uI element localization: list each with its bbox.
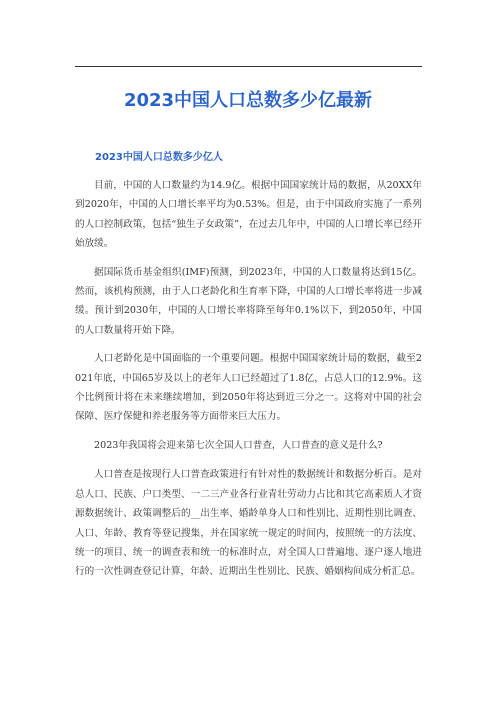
paragraph-census-question: 2023年我国将会迎来第七次全国人口普查，人口普查的意义是什么? [94, 439, 383, 451]
section-heading: 2023中国人口总数多少亿人 [95, 152, 223, 163]
paragraph-population-overview: 目前，中国的人口数量约为14.9亿。根据中国国家统计局的数据，从20XX年到2020年，中国的人口增长率平均为0.53%。但是，由于中国政府实施了一系列的人口控制政策，包括“独生子女政策”，在过去几年中，中国的人口增长率已经开始放缓。 [75, 180, 422, 250]
paragraph-census-meaning: 人口普查是按现行人口普查政策进行有针对性的数据统计和数据分析百。是对总人口、民族、户口类型、一二三产业各行业青壮劳动力占比和其它高素质人才资源数据统计、政策调整后的__出生率、婚龄单身人口和性别比、近期性别比调查、人口、年龄、教育等登记搜集，并在国家统一规定的时间内，按照统一的方法度、统一的项目、统一的调查表和统一的标准时点，对全国人口普遍地、逐户逐人地进行的一次性调查登记计算，年龄、近期出生性别比、民族、婚姻构间成分析汇总。 [75, 469, 422, 578]
paragraph-imf-forecast: 据国际货币基金组织(IMF)预测，到2023年，中国的人口数量将达到15亿。然而，该机构预测，由于人口老龄化和生育率下降，中国的人口增长率将进一步减缓。预计到2030年，中国的人口增长率将降至每年0.1%以下，到2050年，中国的人口数量将开始下降。 [75, 266, 422, 336]
paragraph-aging: 人口老龄化是中国面临的一个重要问题。根据中国国家统计局的数据，截至2021年底，中国65岁及以上的老年人口已经超过了1.8亿，占总人口的12.9%。这个比例预计将在未来继续增加，到2050年将达到近三分之一。这将对中国的社会保障、医疗保健和养老服务等方面带来巨大压力。 [75, 353, 422, 423]
header-rule [75, 66, 422, 67]
document-title: 2023中国人口总数多少亿最新 [123, 90, 373, 111]
document-body [75, 148, 422, 591]
